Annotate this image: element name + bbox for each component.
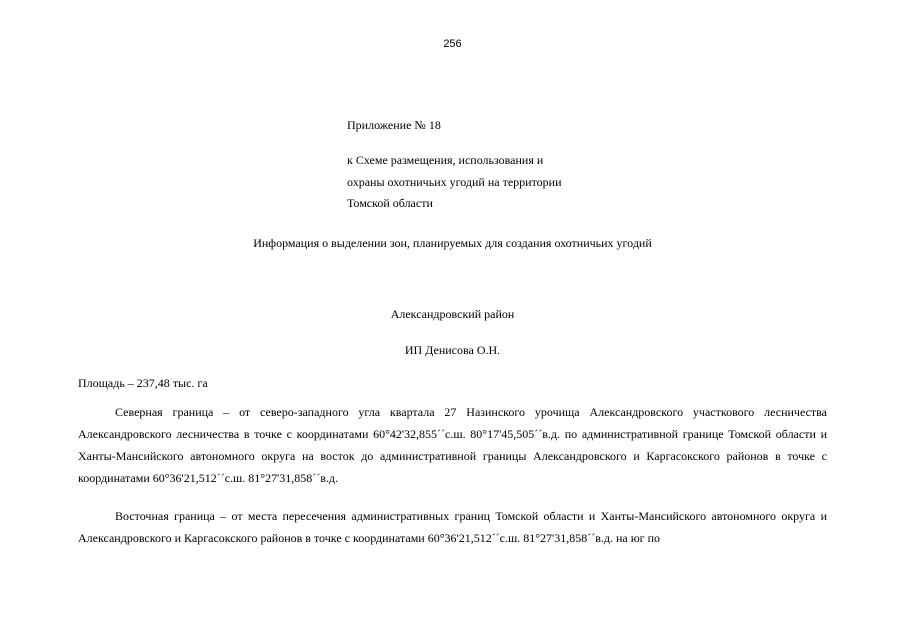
appendix-reference-line-1: к Схеме размещения, использования и — [347, 153, 544, 167]
district-heading: Александровский район — [390, 307, 515, 321]
appendix-reference-line-2: охраны охотничьих угодий на территории — [347, 175, 562, 189]
document-title: Информация о выделении зон, планируемых для создания охотничьих угодий — [253, 236, 652, 250]
east-boundary-paragraph: Восточная граница – от места пересечения административных границ Томской области и Ханты-Мансийского автономного округа и Александровского и Каргасокского районов в точке с координатами 60°36'21,512´´с.ш. 81°27'31,858´´в.д. на юг по — [78, 509, 827, 545]
north-boundary-paragraph: Северная граница – от северо-западного угла квартала 27 Назинского урочища Александровского участкового лесничества Александровского лесничества в точке с координатами 60°42'32,855´´с.ш. 80°17'45,505´´в.д. по административной границе Томской области и Ханты-Мансийского автономного округа на восток до административной границы Александровского и Каргасокского районов в точке с координатами 60°36'21,512´´с.ш. 81°27'31,858´´в.д. — [78, 405, 827, 485]
appendix-number: Приложение № 18 — [347, 118, 441, 132]
page-number: 256 — [443, 38, 462, 50]
entity-heading: ИП Денисова О.Н. — [404, 343, 501, 357]
appendix-reference-line-3: Томской области — [347, 196, 433, 210]
area-statement: Площадь – 237,48 тыс. га — [78, 376, 208, 390]
